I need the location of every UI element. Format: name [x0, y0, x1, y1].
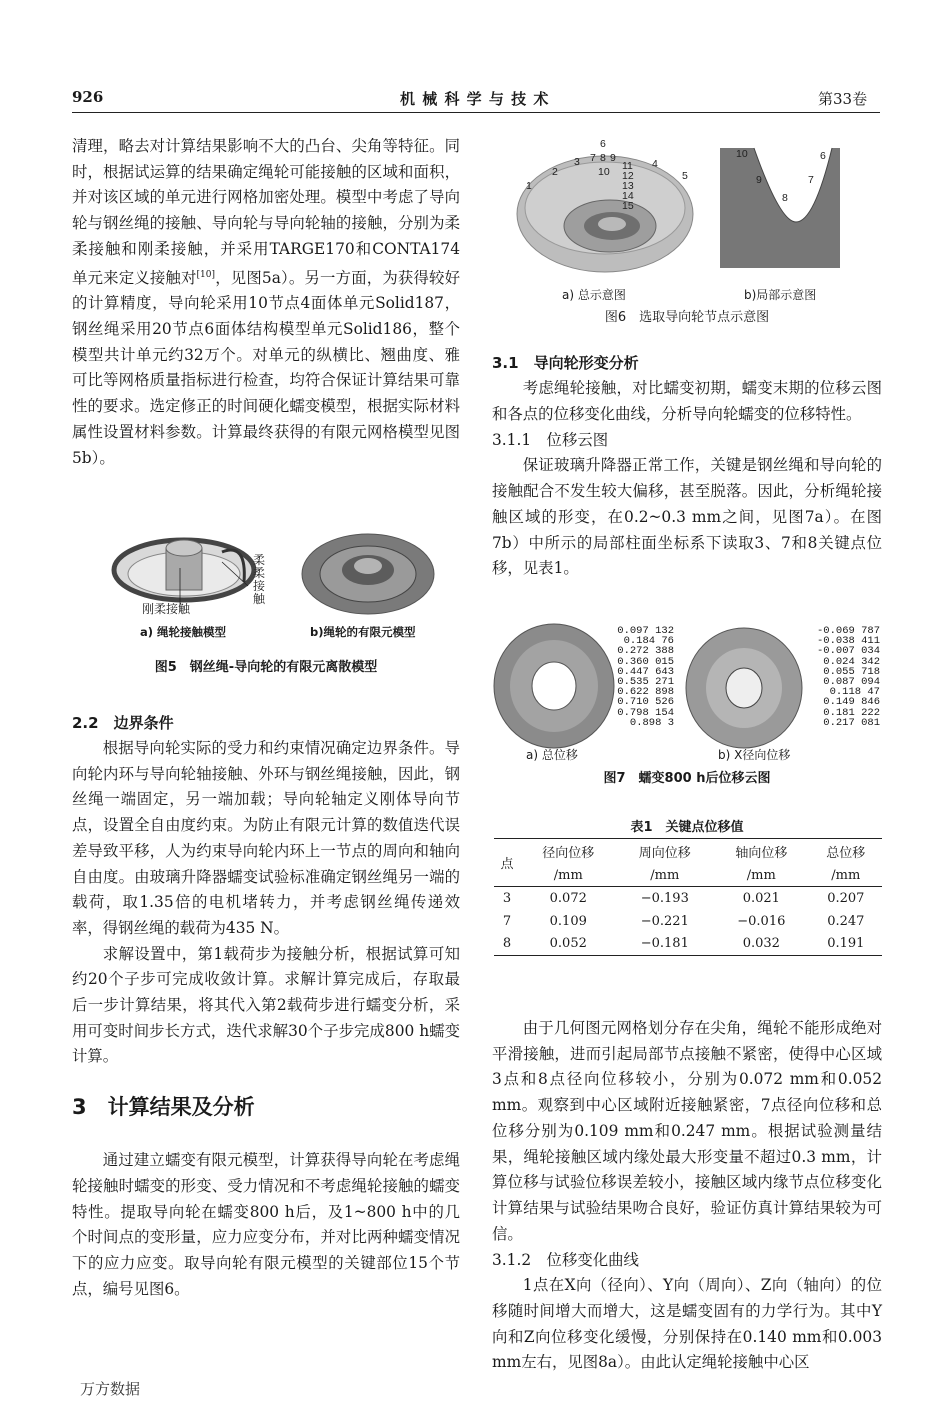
right-column-bottom [492, 1016, 882, 1376]
table-cell: −0.181 [640, 936, 689, 952]
paragraph: 通过建立蠕变有限元模型，计算获得导向轮在考虑绳轮接触时蠕变的形变、受力情况和不考虑绳轮接触的蠕变特性。提取导向轮在蠕变800 h后，及1~800 h中的几个时间点的变形量，应力应变分布，并对比两种蠕变情况下的应力应变。取导向轮有限元模型的关键部位15个节点，编号见图6。 [72, 1151, 460, 1298]
node-label: 2 [552, 166, 558, 178]
legend-value: 0.097 132 [617, 625, 674, 637]
fig7-sub-a: a) 总位移 [526, 748, 578, 762]
legend-x-radial-displacement [802, 626, 880, 728]
left-column-top [72, 134, 460, 471]
table-row [494, 910, 882, 933]
table-cell: 0.191 [827, 936, 865, 952]
section-3-1-2-title: 3.1.2 位移变化曲线 [492, 1251, 639, 1270]
total-displacement-image [494, 624, 614, 748]
paragraph-text: ，见图5a）。另一方面，为获得较好的计算精度，导向轮采用10节点4面体单元Solid187，钢丝绳采用20节点6面体结构模型单元Solid186，整个模型共计单元约32万个。对单元的纵横比、翘曲度、雅可比等网格质量指标进行检查，均符合保证计算结果可靠性的要求。选定修正的时间硬化蠕变模型，根据实际材料属性设置材料参数。计算最终获得的有限元网格模型见图5b）。 [72, 268, 460, 467]
legend-value: 0.087 094 [823, 676, 880, 689]
citation: [10] [196, 269, 216, 280]
section-2-2-title: 2.2 边界条件 [72, 714, 174, 732]
column-header: 径向位移 [542, 846, 595, 862]
wheel-groove-detail-image [720, 148, 840, 268]
paragraph: 根据导向轮实际的受力和约束情况确定边界条件。导向轮内环与导向轮轴接触、外环与钢丝绳接触，因此，钢丝绳一端固定，另一端加载；导向轮轴定义刚体导向节点，设置全自由度约束。为防止有限元计算的数值迭代误差导致平移，人为约束导向轮内环上一节点的周向和轴向自由度。由玻璃升降器蠕变试验标准确定钢丝绳另一端的载荷，取1.35倍的电机堵转力，并考虑钢丝绳传递效率，得钢丝绳的载荷为435 N。 [72, 739, 460, 937]
column-header: 轴向位移 [735, 846, 788, 862]
table-cell: −0.193 [640, 890, 689, 906]
legend-value: 0.055 718 [823, 665, 880, 678]
node-label: 11 [622, 160, 633, 172]
node-label: 3 [574, 156, 580, 168]
table-cell: 3 [502, 890, 512, 906]
table-cell: 0.032 [742, 936, 780, 952]
table-cell: 0.247 [827, 913, 865, 929]
node-label: 7 [808, 174, 814, 186]
paragraph: 求解设置中，第1载荷步为接触分析，根据试算可知约20个子步可完成收敛计算。求解计算完成后，存取最后一步计算结果，将其代入第2载荷步进行蠕变分析，采用可变时间步长方式，迭代求解30个子步完成800 h蠕变计算。 [72, 944, 460, 1066]
label-rigid-contact: 刚柔接触 [142, 602, 191, 616]
legend-value: 0.181 222 [823, 706, 880, 719]
table-cell: 7 [502, 913, 512, 929]
table-cell: 0.207 [827, 890, 865, 906]
label-flexible-contact: 柔柔接触 [253, 553, 266, 606]
legend-value: 0.118 47 [829, 686, 880, 699]
paragraph-text: 清理，略去对计算结果影响不大的凸台、尖角等特征。同时，根据试运算的结果确定绳轮可能接触的区域和面积，并对该区域的单元进行网格加密处理。模型中考虑了导向轮与钢丝绳的接触、导向轮与导向轮轴的接触，分别为柔柔接触和刚柔接触，并采用TARGE170和CONTA174单元来定义接触对 [72, 137, 460, 287]
node-label: 6 [600, 138, 606, 150]
column-unit: /mm [746, 867, 776, 883]
legend-value: 0.798 154 [617, 706, 674, 719]
table-cell: 0.072 [549, 890, 587, 906]
fig5-caption: 图5 钢丝绳-导向轮的有限元离散模型 [154, 660, 378, 675]
legend-value: 0.447 643 [617, 665, 674, 678]
fig7-sub-b: b) X径向位移 [718, 748, 791, 762]
legend-value: 0.898 3 [629, 716, 674, 729]
legend-total-displacement [600, 626, 674, 728]
column-unit: /mm [553, 867, 583, 883]
node-label: 5 [682, 170, 688, 182]
node-label: 8 [782, 192, 788, 204]
table-cell: −0.221 [640, 913, 689, 929]
legend-value: 0.272 388 [617, 645, 674, 658]
right-column-top [492, 350, 882, 582]
watermark: 万方数据 [80, 1380, 141, 1398]
legend-value: -0.038 411 [816, 635, 880, 648]
legend-value: 0.024 342 [823, 655, 880, 668]
table-1 [494, 838, 882, 956]
node-label: 15 [622, 200, 634, 212]
section-3-1-title: 3.1 导向轮形变分析 [492, 354, 639, 372]
legend-value: 0.149 846 [823, 696, 880, 709]
left-column-bottom [72, 710, 460, 1302]
node-label: 12 [622, 170, 634, 182]
node-label: 10 [736, 148, 748, 160]
table-corner: 点 [500, 857, 514, 872]
fig5-sub-a: a) 绳轮接触模型 [140, 625, 227, 639]
figure-6 [492, 134, 882, 334]
table-cell: 0.109 [549, 913, 587, 929]
header-rule [72, 112, 880, 113]
table-cell: 8 [502, 936, 512, 952]
node-label: 4 [652, 158, 658, 170]
section-3-1-1-title: 3.1.1 位移云图 [492, 431, 609, 450]
column-header: 总位移 [826, 846, 866, 862]
wheel-fe-model-image [302, 534, 434, 614]
legend-value: 0.535 271 [617, 676, 674, 689]
legend-value: -0.007 034 [816, 645, 880, 658]
table-row [494, 933, 882, 956]
node-label: 10 [598, 166, 610, 178]
node-label: 14 [622, 190, 634, 202]
paragraph: 保证玻璃升降器正常工作，关键是钢丝绳和导向轮的接触配合不发生较大偏移，甚至脱落。因此，分析绳轮接触区域的形变，在0.2~0.3 mm之间，见图7a）。在图7b）中所示的局部柱面坐标系下读取3、7和8关键点位移，见表1。 [492, 456, 882, 578]
paragraph: 1点在X向（径向）、Y向（周向）、Z向（轴向）的位移随时间增大而增大，这是蠕变固有的力学行为。其中Y向和Z向位移变化缓慢，分别保持在0.140 mm和0.003 mm左右，见图8a）。由此认定绳轮接触中心区 [492, 1276, 882, 1372]
journal-title: 机 械 科 学 与 技 术 [400, 90, 550, 108]
paragraph: 由于几何图元网格划分存在尖角，绳轮不能形成绝对平滑接触，进而引起局部节点接触不紧密，使得中心区域3点和8点径向位移较小，分别为0.072 mm和0.052 mm。观察到中心区域附近接触紧密，7点径向位移和总位移分别为0.109 mm和0.247 mm。根据试验测量结果，绳轮接触区域内缘处最大形变量不超过0.3 mm，计算位移与试验位移误差较小，接触区域内缘节点位移变化计算结果与试验结果吻合良好，验证仿真计算结果较为可信。 [492, 1019, 882, 1243]
page-number: 926 [72, 88, 104, 106]
figure-5 [72, 522, 460, 692]
table-cell: 0.021 [742, 890, 780, 906]
volume-label: 第33卷 [818, 90, 868, 108]
node-label: 8 [600, 152, 606, 164]
legend-value: 0.622 898 [617, 686, 674, 699]
fig5-sub-b: b)绳轮的有限元模型 [310, 625, 416, 639]
node-label: 6 [820, 150, 826, 162]
table1-title: 表1 关键点位移值 [630, 820, 744, 835]
column-unit: /mm [650, 867, 680, 883]
paragraph [72, 134, 460, 471]
legend-value: 0.217 081 [823, 716, 880, 729]
node-label: 9 [610, 152, 616, 164]
node-label: 13 [622, 180, 634, 192]
section-3-title: 3 计算结果及分析 [72, 1095, 255, 1120]
fig6-sub-a: a) 总示意图 [562, 288, 626, 302]
legend-value: 0.710 526 [617, 696, 674, 709]
table-row [494, 887, 882, 910]
node-label: 7 [590, 152, 596, 164]
figure-7 [492, 622, 882, 792]
table-cell: −0.016 [737, 913, 786, 929]
fig7-caption: 图7 蠕变800 h后位移云图 [603, 771, 771, 786]
fig6-sub-b: b)局部示意图 [744, 288, 817, 302]
column-header: 周向位移 [638, 846, 691, 862]
node-label: 9 [756, 174, 762, 186]
legend-value: -0.069 787 [816, 625, 880, 637]
paragraph: 考虑绳轮接触，对比蠕变初期，蠕变末期的位移云图和各点的位移变化曲线，分析导向轮蠕变的位移特性。 [492, 379, 882, 423]
legend-value: 0.360 015 [617, 655, 674, 668]
legend-value: 0.184 76 [623, 635, 674, 648]
table-cell: 0.052 [549, 936, 587, 952]
column-unit: /mm [831, 867, 861, 883]
fig6-caption: 图6 选取导向轮节点示意图 [604, 310, 770, 325]
x-radial-displacement-image [686, 628, 802, 748]
node-label: 1 [526, 180, 532, 192]
